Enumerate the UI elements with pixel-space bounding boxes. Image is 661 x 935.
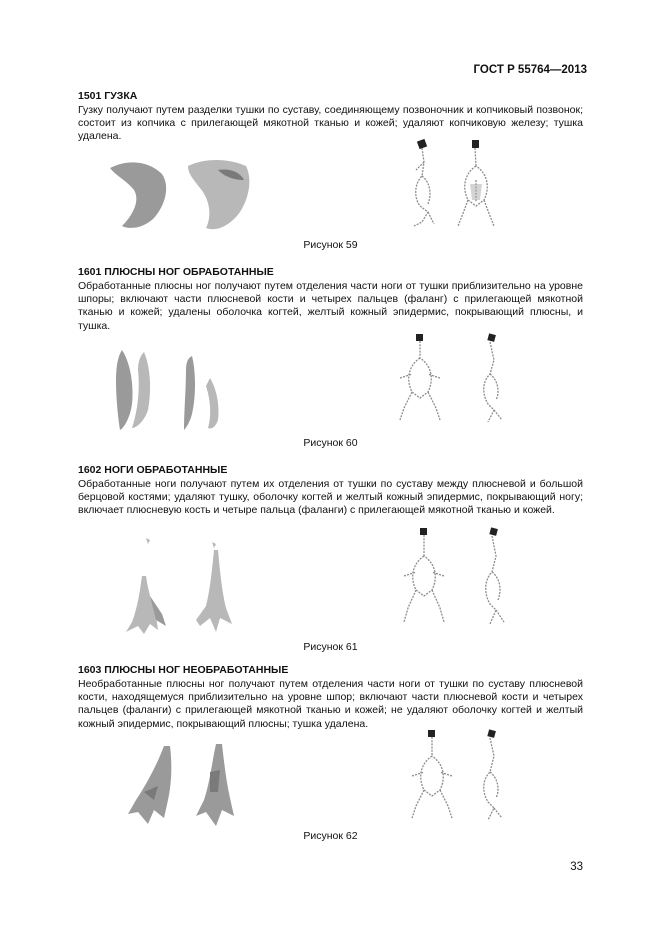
section-title: 1501 ГУЗКА — [78, 90, 138, 102]
figure-59-caption: Рисунок 59 — [303, 239, 358, 251]
section-text: Гузку получают путем разделки тушки по суставу, соединяющему позвоночник и копчиковый позвонок; состоит из копчика с прилегающей мякотной тканью и кожей; удаляют копчиковую железу; тушка удалена. — [78, 104, 583, 143]
section-1603 — [78, 664, 583, 731]
figure-60-photo — [110, 348, 250, 433]
figure-62-caption: Рисунок 62 — [303, 830, 358, 842]
figure-62-skeleton — [398, 730, 528, 825]
standard-number: ГОСТ Р 55764—2013 — [473, 64, 587, 76]
section-1601 — [78, 266, 583, 333]
figure-59-skeleton — [400, 140, 510, 235]
page-number: 33 — [570, 861, 583, 873]
section-title: 1602 НОГИ ОБРАБОТАННЫЕ — [78, 464, 228, 476]
section-text: Обработанные ноги получают путем их отделения от тушки по суставу между плюсневой и большой берцовой костями; удаляют тушку, оболочку когтей и желтый кожный эпидермис, покрывающий ногу; включает плюсневую кость и четыре пальца (фаланги) с прилегающей мякотной тканью и кожей. — [78, 478, 583, 517]
section-1602 — [78, 464, 583, 518]
section-text: Обработанные плюсны ног получают путем отделения части ноги от тушки приблизительно на уровне шпоры; включают части плюсневой кости и четырех пальцев (фаланг) с прилегающей мякотной тканью и кожей; удалены оболочка когтей, желтый кожный эпидермис, покрывающий плюсны, и тушка. — [78, 280, 583, 332]
figure-61-skeleton — [392, 528, 522, 628]
section-title: 1601 ПЛЮСНЫ НОГ ОБРАБОТАННЫЕ — [78, 266, 274, 278]
figure-62 — [0, 736, 661, 826]
figure-60-caption: Рисунок 60 — [303, 437, 358, 449]
figure-61 — [0, 530, 661, 640]
figure-61-caption: Рисунок 61 — [303, 641, 358, 653]
section-title: 1603 ПЛЮСНЫ НОГ НЕОБРАБОТАННЫЕ — [78, 664, 289, 676]
figure-60-skeleton — [390, 334, 520, 429]
section-1501 — [78, 90, 583, 144]
figure-59-photo — [100, 156, 260, 236]
figure-62-photo — [124, 742, 254, 827]
figure-61-photo — [120, 536, 250, 636]
figure-60 — [0, 338, 661, 433]
section-text: Необработанные плюсны ног получают путем отделения части ноги от тушки по суставу плюсневой кости, находящемуся приблизительно на уровне шпор; включают части плюсневой кости и четырех пальцев (фаланги) с прилегающей мякотной тканью и кожей; не удаляют оболочку когтей и желтый кожный эпидермис, покрывающий плюсны; тушка удалена. — [78, 678, 583, 730]
figure-59 — [0, 148, 661, 238]
